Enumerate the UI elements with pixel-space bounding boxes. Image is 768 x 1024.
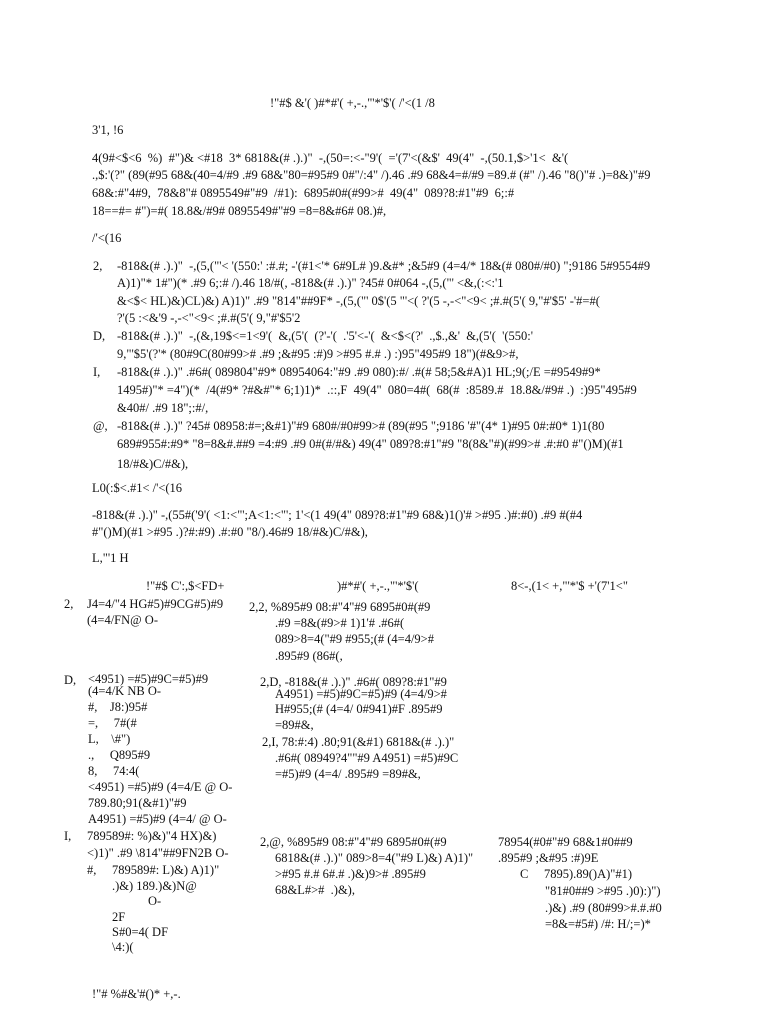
list-item-line: -818&(# .).)" ?45# 08958:#=;&#1)"#9 680#/#0#99># (89(#95 ";9186 '#"(4* 1)#95 0#:#0* 1)1(80 [117,419,605,433]
table-cell-line: <4951) =#5)#9C=#5)#9 [88,672,209,686]
table-row-marker: I, [64,829,72,843]
table-cell-line: 2,D, -818&(# .).)" .#6#( 089?8:#1"#9 [260,675,447,689]
table-cell-line: .#9 =8&(#9># 1)1'# .#6#( [275,616,405,630]
list-item-line: 18/#&)C/#&), [117,457,189,471]
list-item-marker: D, [93,329,106,343]
table-cell-line: A4951) =#5)#9C=#5)#9 (4=4/9># [275,687,447,701]
section-2-heading: /'<(16 [92,231,122,245]
table-column-header: !"#$ C':,$<FD+ [146,579,225,593]
list-item-line: 689#955#:#9* "8=8&#.##9 =4:#9 .#9 0#(#/#&) 49(4" 089?8:#1"#9 "8(8&"#)(#99># .#:#0 #"()M)(#1 [117,437,624,451]
table-cell-line: (4=4/FN@ O- [87,613,158,627]
list-item-marker: 2, [93,259,103,273]
section-3-paragraph-line: -818&(# .).)" -,(55#('9'( <1:<"';A<1:<"'; 1'<(1 49(4" 089?8:#1"#9 68&)1()'# >#95 .)#:#0) .#9 #(#4 [92,508,583,522]
table-cell-line: 2,I, 78:#:4) .80;91(&#1) 6818&(# .).)" [262,735,455,749]
table-cell-line: J4=4/"4 HG#5)#9CG#5)#9 [87,597,224,611]
table-cell-line: 2,2, %895#9 08:#"4"#9 6895#0#(#9 [249,600,431,614]
list-item-line: ?'(5 :<&'9 -,-<"<9< ;#.#(5'( 9,"#'$5'2 [117,311,301,325]
section-3-heading: L0(:$<.#1< /'<(16 [92,481,183,495]
list-item-line: 9,"'$5'(?'* (80#9C(80#99># .#9 ;&#95 :#)9 >#95 #.# .) :)95"495#9 18")(#&9>#, [117,347,519,361]
section-1-paragraph-line: 4(9#<$<6 %) #")& <#18 3* 6818&(# .).)" -,(50=:<-"9'( ='(7'<(&$' 49(4" -,(50.1,$>'1< &'( [92,151,569,165]
table-cell-line: =8&=#5#) /#: H/;=)* [545,917,651,931]
table-cell-line: 68&L#># .)&), [275,883,355,897]
table-cell-line: O- [148,894,162,908]
page-title: !"#$ &'( )#*#'( +,-.,"'*'$'( /'<(1 /8 [270,96,435,110]
table-row-marker: D, [64,673,77,687]
table-cell-line: 089>8=4("#9 #955;(# (4=4/9># [275,632,434,646]
table-cell-line: .895#9 (86#(, [275,649,343,663]
table-cell-line: #, J8:)95# [88,700,148,714]
list-item-line: &<$< HL)&)CL)&) A)1)" .#9 "814"##9F* -,(5,("' 0$'(5 "'<( ?'(5 -,-<"<9< ;#.#(5'( 9,"#'$5' -'#=#( [117,294,600,308]
table-cell-line: =#5)#9 (4=4/ .895#9 =89#&, [275,767,421,781]
list-item-marker: I, [93,365,101,379]
section-1-paragraph-line: 18==#= #")=#( 18.8&/#9# 0895549#"#9 =8=8&#6# 08.)#, [92,204,387,218]
table-column-header: )#*#'( +,-.,"'*'$'( [337,579,419,593]
section-3-paragraph-line: #"()M)(#1 >#95 .)?#:#9) .#:#0 "8/).46#9 18/#&)C/#&), [92,525,368,539]
list-item-line: &40#/ .#9 18";:#/, [117,401,209,415]
table-cell-line: <4951) =#5)#9 (4=4/E @ O- [88,780,233,794]
table-cell-line: =89#&, [275,718,314,732]
table-cell-line: "81#0##9 >#95 .)0):)") [545,884,661,898]
page-footer: !"# %#&'#()* +,-. [92,987,181,1001]
table-cell-line: \4:)( [112,940,134,954]
table-cell-line: S#0=4( DF [112,925,169,939]
table-cell-line: <)1)" .#9 \814"##9FN2B O- [87,846,229,860]
list-item-line: 1495#)"* =4")(* /4(#9* ?#&#"* 6;1)1)* .::,F 49(4" 080=4#( 68(# :8589.# 18.8&/#9# .) :)95"495#9 [117,383,637,397]
table-row-marker: 2, [64,597,74,611]
list-item-line: -818&(# .).)" .#6#( 089804"#9* 08954064:"#9 .#9 080):#/ .#(# 58;5&#A)1 HL;9(;/E =#9549#9* [117,365,601,379]
list-item-marker: @, [93,419,108,433]
table-cell-line: 8, 74:4( [88,764,140,778]
section-1-paragraph-line: 68&:#"4#9, 78&8"# 0895549#"#9 /#1): 6895#0#(#99># 49(4" 089?8:#1"#9 6;:# [92,186,515,200]
table-cell-line: >#95 #.# 6#.# .)&)9># .895#9 [275,867,426,881]
list-item-line: -818&(# .).)" -,(&,19$<=1<9'( &,(5'( (?'-'( .'5'<-'( &<$<(?' .,$.,&' &,(5'( '(550:' [117,329,534,343]
table-cell-line: 78954(#0#"#9 68&1#0##9 [498,835,633,849]
table-cell-line: .)&) .#9 (80#99>#.#.#0 [545,901,662,915]
table-cell-line: C 7895).89()A)"#1) [520,867,633,881]
list-item-line: A)1)"* 1#")(* .#9 6;:# /).46 18/#(, -818&(# .).)" ?45# 0#064 -,(5,("' <&,(:<:'1 [117,276,504,290]
table-cell-line: 2F [112,910,126,924]
section-1-heading: 3'1, !6 [92,123,124,137]
table-cell-line: 789.80;91(&#1)"#9 [88,796,187,810]
table-cell-line: ., Q895#9 [88,748,151,762]
table-cell-line: (4=4/K NB O- [88,684,162,698]
table-cell-line: H#955;(# (4=4/ 0#941)#F .895#9 [275,702,443,716]
section-4-heading: L,"'1 H [92,551,129,565]
table-cell-line: A4951) =#5)#9 (4=4/ @ O- [88,812,227,826]
table-cell-line: 6818&(# .).)" 089>8=4("#9 L)&) A)1)" [275,851,474,865]
table-column-header: 8<-,(1< +,"'*'$ +'(7'1<" [511,579,628,593]
list-item-line: -818&(# .).)" -,(5,("'< '(550:' :#.#; -'(#1<'* 6#9L# )9.&#* ;&5#9 (4=4/* 18&(# 080#/#0) ";9186 5#9554#9 [117,259,651,273]
table-cell-line: L, \#") [88,732,131,746]
table-cell-line: .895#9 ;&#95 :#)9E [498,851,599,865]
table-cell-line: 789589#: %)&)"4 HX)&) [87,829,217,843]
section-1-paragraph-line: .,$:'(?" (89(#95 68&(40=4/#9 .#9 68&"80=#95#9 0#"/:4" /).46 .#9 68&4=#/#9 =89.# (#" /).46 "8()"# .)=8&)"#9 [92,168,651,182]
table-cell-line: #, 789589#: L)&) A)1)" [87,863,220,877]
table-cell-line: .#6#( 08949?4""#9 A4951) =#5)#9C [275,751,459,765]
table-cell-line: =, 7#(# [88,716,137,730]
table-cell-line: 2,@, %895#9 08:#"4"#9 6895#0#(#9 [260,835,447,849]
table-cell-line: .)&) 189.)&)N@ [112,879,197,893]
